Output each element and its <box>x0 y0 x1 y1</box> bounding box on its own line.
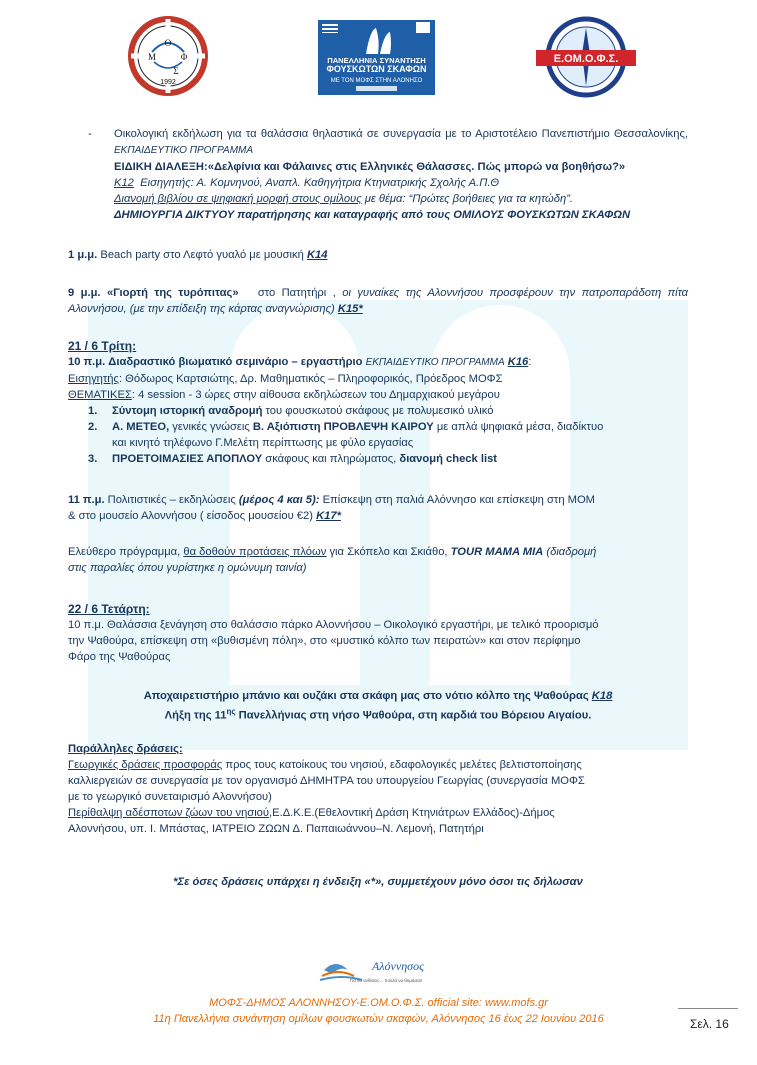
event-banner-logo <box>318 20 435 95</box>
list-item: 3. ΠΡΟΕΤΟΙΜΑΣΙΕΣ ΑΠΟΠΛΟΥ σκάφους και πληρώματος, διανομή check list <box>88 453 498 465</box>
network-creation: ΔΗΜΙΟΥΡΓΙΑ ΔΙΚΤΥΟΥ παρατήρησης και καταγραφής από τους ΟΜΙΛΟΥΣ ΦΟΥΣΚΩΤΩΝ ΣΚΑΦΩΝ <box>114 209 631 221</box>
wednesday-section: 22 / 6 Τετάρτη: 10 π.μ. Θαλάσσια ξενάγηση στο θαλάσσιο πάρκο Αλοννήσου – Οικολογικό εργαστήρι, με τελικό προορισμό την Ψαθούρα, επίσκεψη στη «βυθισμένη πόλη», στο «μυστικό κόλπο των πειρατών» και στον περίφημο Φάρο της Ψαθούρας <box>68 601 688 665</box>
tiropita-feast: 9 μ.μ. «Γιορτή της τυρόπιτας» στο Πατητήρι , οι γυναίκες της Αλοννήσου προσφέρουν την πατροπαράδοτη πίτα Αλοννήσου, (με την επίδειξη της κάρτας αναγνώρισης) Κ15* <box>68 287 688 315</box>
svg-text:Σ: Σ <box>173 66 179 76</box>
code-k14: Κ14 <box>306 249 328 261</box>
parallel-actions: Παράλληλες δράσεις: Γεωργικές δράσεις προσφοράς προς τους κατοίκους του νησιού, εδαφολογικές μελέτες βελτιστοποίησης καλλιεργειών σε συνεργασία με τον οργανισμό ΔΗΜΗΤΡΑ του υπουργείου Γεωργίας (συνεργασία ΜΟΦΣ με το γεωργικό συνεταιρισμό Αλοννήσου) Περίθαλψη αδέσποτων ζώων του νησιού,Ε.Δ.Κ.Ε.(Εθελοντική Δράση Κτηνιάτρων Ελλάδος)-Δήμος Αλοννήσου, υπ. Ι. Μπάστας, ΙΑΤΡΕΙΟ ΖΩΩΝ Δ. Παπαιωάννου–Ν. Λεμονή, Πατητήρι <box>68 741 688 837</box>
tuesday-heading: 21 / 6 Τρίτη: <box>68 339 137 353</box>
mofs-logo <box>126 16 210 96</box>
alonnisos-logo <box>318 946 444 994</box>
special-lecture-title: ΕΙΔΙΚΗ ΔΙΑΛΕΞΗ:«Δελφίνια και Φάλαινες στις Ελληνικές Θάλασσες. Πώς μπορώ να βοηθήσω?» <box>114 161 626 173</box>
seminar-topics: ΘΕΜΑΤΙΚΕΣ: 4 session - 3 ώρες στην αίθουσα εκδηλώσεων του Δημαρχιακού μεγάρου <box>68 389 500 401</box>
banner-line2: ΦΟΥΣΚΩΤΩΝ ΣΚΑΦΩΝ <box>326 64 427 74</box>
svg-text:Φ: Φ <box>180 52 188 62</box>
attendance-note: *Σε όσες δράσεις υπάρχει η ένδειξη «*», συμμετέχουν μόνο όσοι τις δήλωσαν <box>173 876 583 888</box>
svg-text:Για να ανθίσεις... πολλά να θυ: Για να ανθίσεις... πολλά να θυμάσαι! <box>349 978 423 983</box>
free-program: Ελεύθερο πρόγραμμα, θα δοθούν προτάσεις πλόων για Σκόπελο και Σκιάθο, TOUR MAMA MIA (διαδρομή στις παραλίες όπου γυρίστηκε η ομώνυμη ταινία) <box>68 546 597 574</box>
seminar-speaker: Εισηγητής: Θόδωρος Καρτσιώτης, Δρ. Μαθηματικός – Πληροφορικός, Πρόεδρος ΜΟΦΣ <box>68 373 503 385</box>
farewell-block: Αποχαιρετιστήριο μπάνιο και ουζάκι στα σκάφη μας στο νότιο κόλπο της Ψαθούρας Κ18 Λήξη της $11^{\eta\varsigma}$ Πανελλήνιας στη νήσο Ψαθούρα, στη καρδιά του Βόρειου Αιγαίου. <box>143 690 613 722</box>
list-item: 2. Α. ΜΕΤΕΟ, γενικές γνώσεις Β. Αξιόπιστη ΠΡΟΒΛΕΨΗ ΚΑΙΡΟΥ με απλά ψηφιακά μέσα, διαδίκτυο <box>88 421 604 433</box>
svg-text:Μ: Μ <box>147 52 157 62</box>
parallel-heading: Παράλληλες δράσεις: <box>68 743 183 755</box>
seminar-line: 10 π.μ. Διαδραστικό βιωματικό σεμινάριο – εργαστήριο ΕΚΠΑΙΔΕΥΤΙΚΟ ΠΡΟΓΡΑΜΜΑ Κ16: <box>68 356 532 368</box>
list-item: 1. Σύντομη ιστορική αναδρομή του φουσκωτού σκάφους με πολυμεσικό υλικό <box>88 405 494 417</box>
seminar-items <box>68 403 688 467</box>
lecture-speaker: Κ12 Εισηγητής: Α. Κομνηνού, Αναπλ. Καθηγήτρια Κτηνιατρικής Σχολής Α.Π.Θ <box>114 177 500 189</box>
wednesday-heading: 22 / 6 Τετάρτη: <box>68 602 150 616</box>
banner-line3: ΜΕ ΤΟΝ ΜΟΦΣ ΣΤΗΝ ΑΛΟΝΗΣΟ <box>330 78 423 84</box>
svg-text:Ε.ΟΜ.Ο.Φ.Σ.: Ε.ΟΜ.Ο.Φ.Σ. <box>553 53 619 65</box>
page-number: Σελ. 16 <box>690 1017 729 1031</box>
svg-text:Αλόννησος: Αλόννησος <box>372 959 424 973</box>
ecology-event-line: Οικολογική εκδήλωση για τα θαλάσσια θηλαστικά σε συνεργασία με το Αριστοτέλειο Πανεπιστήμιο Θεσσαλονίκης, ΕΚΠΑΙΔΕΥΤΙΚΟ ΠΡΟΓΡΑΜΜΑ <box>114 128 688 156</box>
svg-text:1992: 1992 <box>160 79 176 86</box>
ecology-event-block: - Οικολογική εκδήλωση για τα θαλάσσια θηλαστικά σε συνεργασία με το Αριστοτέλειο Πανεπιστήμιο Θεσσαλονίκης, ΕΚΠΑΙΔΕΥΤΙΚΟ ΠΡΟΓΡΑΜΜΑ ΕΙΔΙΚΗ ΔΙΑΛΕΞΗ:«Δελφίνια και Φάλαινες στις Ελληνικές Θάλασσες. Πώς μπορώ να βοηθήσω?» Κ12 Εισηγητής: Α. Κομνηνού, Αναπλ. Καθηγήτρια Κτηνιατρικής Σχολής Α.Π.Θ Διανομή βιβλίου σε ψηφιακή μορφή στους ομίλους με θέμα: “Πρώτες βοήθειες για τα κητώδη”. ΔΗΜΙΟΥΡΓΙΑ ΔΙΚΤΥΟΥ παρατήρησης και καταγραφής από τους ΟΜΙΛΟΥΣ ΦΟΥΣΚΩΤΩΝ ΣΚΑΦΩΝ <box>88 128 688 221</box>
banner-line1: ΠΑΝΕΛΛΗΝΙΑ ΣΥΝΑΝΤΗΣΗ <box>327 56 426 65</box>
book-distribution: Διανομή βιβλίου σε ψηφιακή μορφή στους ομίλους με θέμα: “Πρώτες βοήθειες για τα κητώδη”. <box>114 193 574 205</box>
svg-text:Ο: Ο <box>164 38 172 48</box>
list-item-continuation: και κινητό τηλέφωνο Γ.Μελέτη περίπτωσης με φύλο εργασίας <box>112 437 414 449</box>
code-k15: Κ15* <box>337 303 363 315</box>
beach-party: 1 μ.μ. Beach party στο Λεφτό γυαλό με μουσική Κ14 <box>68 249 328 261</box>
eomofs-logo <box>536 14 636 100</box>
culture-events: 11 π.μ. Πολιτιστικές – εκδηλώσεις (μέρος 4 και 5): Επίσκεψη στη παλιά Αλόννησο και επίσκεψη στη ΜΟΜ & στο μουσείο Αλοννήσου ( είσοδος μουσείου €2) Κ17* <box>68 494 596 522</box>
flag-icon <box>318 20 435 56</box>
footer-line2: 11η Πανελλήνια συνάντηση ομίλων φουσκωτών σκαφών, Αλόννησος 16 έως 22 Ιουνίου 2016 <box>153 1013 604 1025</box>
footer-line1: ΜΟΦΣ-ΔΗΜΟΣ ΑΛΟΝΝΗΣΟΥ-Ε.ΟΜ.Ο.Φ.Σ. official site: www.mofs.gr <box>209 997 548 1009</box>
tuesday-section <box>68 338 688 467</box>
